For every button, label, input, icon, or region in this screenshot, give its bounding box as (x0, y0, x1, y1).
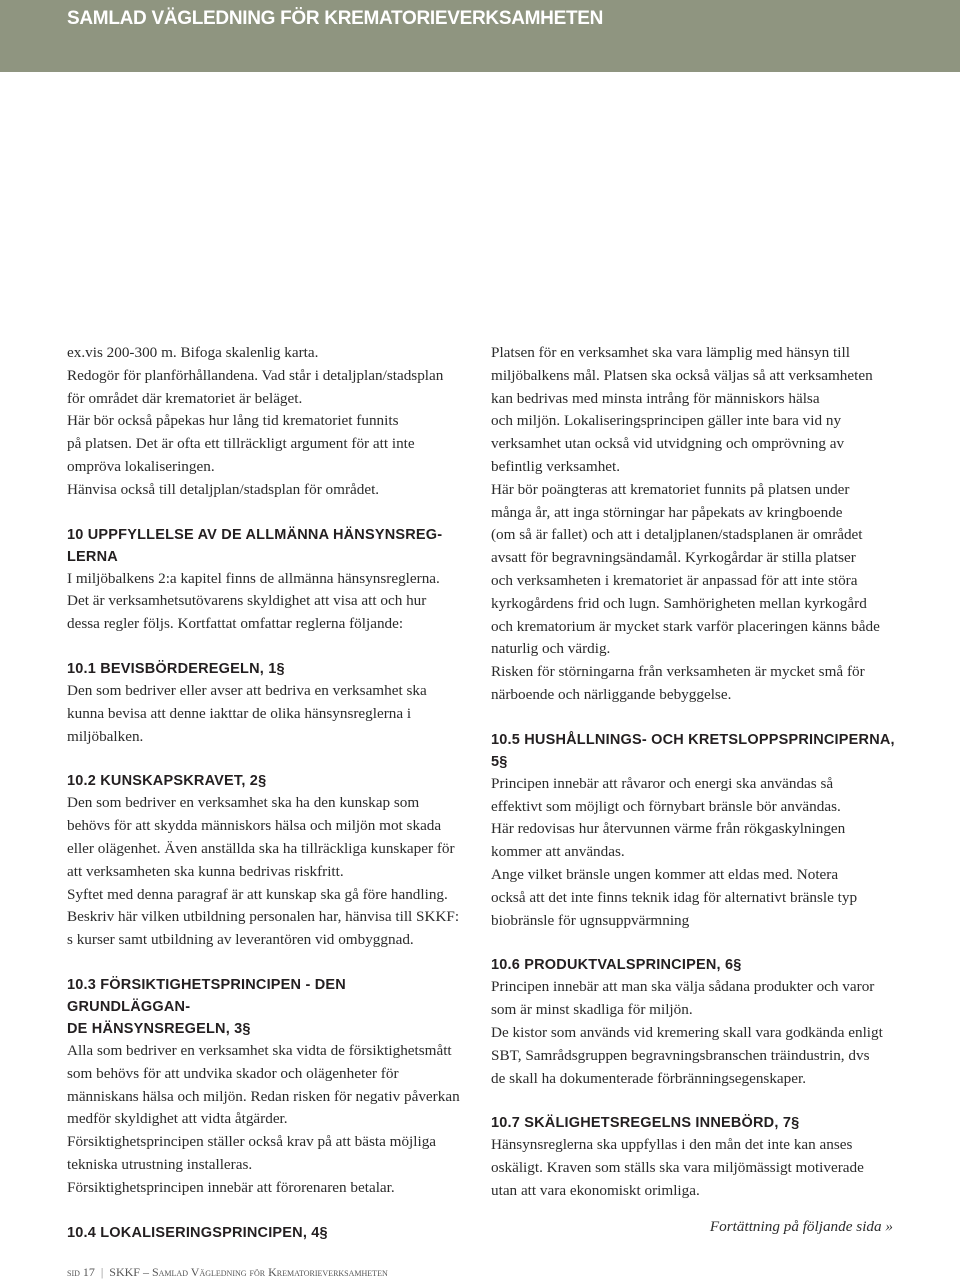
text-line: och krematorium är mycket stark varför placeringen känns både (491, 617, 880, 635)
text-line: medför skyldighet att vidta åtgärder. (67, 1110, 288, 1128)
text-line: dessa regler följs. Kortfattat omfattar reglerna följande: (67, 615, 404, 633)
section-body-10-7 (491, 1134, 901, 1202)
right-column (491, 342, 901, 1203)
text-line: Alla som bedriver en verksamhet ska vidta de försiktighetsmått (67, 1041, 452, 1059)
section-heading-10-1: 10.1 BEVISBÖRDEREGELN, 1§ (67, 660, 285, 677)
footer-dash: – (142, 1265, 149, 1279)
text-line: många år, att inga störningar har påpekats av kringboende (491, 503, 843, 521)
text-line: närboende och närliggande bebyggelse. (491, 685, 732, 703)
text-line: Här bör också påpekas hur lång tid krematoriet funnits (67, 412, 399, 430)
text-line: Risken för störningarna från verksamheten är mycket små för (491, 663, 865, 681)
text-line: Principen innebär att råvaror och energi ska användas så (491, 774, 834, 792)
text-line: Principen innebär att man ska välja sådana produkter och varor (491, 978, 875, 996)
text-line: Hänsynsreglerna ska uppfyllas i den mån det inte kan anses (491, 1136, 853, 1154)
text-line: Den som bedriver en verksamhet ska ha den kunskap som (67, 794, 420, 812)
section-body-10-4 (491, 342, 901, 707)
section-body-10-6 (491, 976, 901, 1090)
section-heading-10-4: 10.4 LOKALISERINGSPRINCIPEN, 4§ (67, 1224, 328, 1241)
section-heading-10-5: 10.5 HUSHÅLLNINGS- OCH KRETSLOPPSPRINCIPERNA, 5§ (491, 731, 895, 770)
text-line: miljöbalken. (67, 727, 144, 745)
section-body-10-3 (67, 1040, 472, 1200)
text-line: Redogör för planförhållandena. Vad står i detaljplan/stadsplan (67, 366, 444, 384)
footer-org: SKKF (109, 1265, 140, 1279)
text-line: behövs för att skydda människors hälsa och miljön mot skada (67, 817, 442, 835)
footer-title: Samlad Vägledning för Krematorieverksamheten (151, 1265, 388, 1279)
text-line: avsatt för begravningsändamål. Kyrkogårdar är stilla platser (491, 549, 856, 567)
section-heading-10-3: 10.3 FÖRSIKTIGHETSPRINCIPEN - DEN GRUNDLÄGGAN- DE HÄNSYNSREGELN, 3§ (67, 976, 346, 1037)
text-line: de skall ha dokumenterade förbränningsegenskaper. (491, 1069, 807, 1087)
text-line: s kurser samt utbildning av leverantören vid ombyggnad. (67, 931, 414, 949)
text-line: verksamhet utan också vid utvidgning och omprövning av (491, 435, 845, 453)
text-line: oskäligt. Kraven som ställs ska vara miljömässigt motiverade (491, 1159, 864, 1177)
text-line: som är minst skadliga för miljön. (491, 1001, 693, 1019)
header-bar (0, 0, 960, 72)
section-heading-10-7: 10.7 SKÄLIGHETSREGELNS INNEBÖRD, 7§ (491, 1115, 800, 1132)
text-line: Platsen för en verksamhet ska vara lämplig med hänsyn till (491, 344, 850, 361)
text-line: Försiktighetsprincipen innebär att förorenaren betalar. (67, 1178, 395, 1196)
page-number: sid 17 (67, 1265, 95, 1279)
section-heading-10-2: 10.2 KUNSKAPSKRAVET, 2§ (67, 773, 267, 790)
text-line: kyrkogårdens frid och lugn. Samhörigheten mellan kyrkogård (491, 594, 867, 612)
text-line: på platsen. Det är ofta ett tillräckligt argument för att inte (67, 435, 415, 453)
continuation-note: Fortättning på följande sida » (709, 1218, 893, 1235)
text-line: Hänvisa också till detaljplan/stadsplan för området. (67, 480, 380, 498)
text-line: Här bör poängteras att krematoriet funnits på platsen under (491, 480, 850, 498)
text-line: Beskriv här vilken utbildning personalen har, hänvisa till SKKF: (67, 908, 460, 926)
document-title: SAMLAD VÄGLEDNING FÖR KREMATORIEVERKSAMHETEN (67, 8, 604, 29)
text-line: och verksamheten i krematoriet är anpassad för att inte störa (491, 571, 858, 589)
text-line: ompröva lokaliseringen. (67, 457, 215, 475)
text-line: SBT, Samrådsgruppen begravningsbranschen träindustrin, dvs (491, 1046, 870, 1064)
text-line: också att det inte finns teknik idag för alternativt bränsle typ (491, 888, 858, 906)
text-line: naturlig och värdig. (491, 640, 611, 658)
text-line: ex.vis 200-300 m. Bifoga skalenlig karta. (67, 344, 319, 361)
text-line: för området där krematoriet är beläget. (67, 389, 303, 407)
text-line: befintlig verksamhet. (491, 457, 621, 475)
left-column (67, 342, 472, 1244)
text-line: I miljöbalkens 2:a kapitel finns de allmänna hänsynsreglerna. (67, 569, 440, 587)
text-line: effektivt som möjligt och förnybart bränsle bör användas. (491, 797, 841, 815)
intro-paragraph (67, 342, 472, 502)
text-line: Ange vilket bränsle ungen kommer att eldas med. Notera (491, 865, 839, 883)
text-line: kunna bevisa att denne iakttar de olika hänsynsreglerna i (67, 704, 412, 722)
text-line: som behövs för att undvika skador och olägenheter för (67, 1064, 399, 1082)
text-line: Syftet med denna paragraf är att kunskap ska gå före handling. (67, 885, 448, 903)
section-heading-10: 10 UPPFYLLELSE AV DE ALLMÄNNA HÄNSYNSREG- LERNA (67, 526, 443, 565)
text-line: Försiktighetsprincipen ställer också krav på att bästa möjliga (67, 1133, 437, 1151)
footer-separator: | (100, 1265, 104, 1279)
text-line: miljöbalkens mål. Platsen ska också väljas så att verksamheten (491, 366, 873, 384)
text-line: Den som bedriver eller avser att bedriva en verksamhet ska (67, 681, 427, 699)
text-line: eller olägenhet. Även anställda ska ha tillräckliga kunskaper för (67, 839, 455, 857)
section-body-10-2 (67, 792, 472, 952)
text-line: kan bedrivas med minsta intrång för människors hälsa (491, 389, 820, 407)
text-line: utan att vara ekonomiskt orimliga. (491, 1181, 700, 1199)
text-line: och miljön. Lokaliseringsprincipen gäller inte bara vid ny (491, 412, 842, 430)
section-heading-10-6: 10.6 PRODUKTVALSPRINCIPEN, 6§ (491, 957, 742, 974)
text-line: (om så är fallet) och att i detaljplanen/stadsplanen är området (491, 526, 863, 544)
section-body-10-1 (67, 680, 472, 748)
section-body-10 (67, 568, 472, 636)
text-line: biobränsle för ugnsuppvärmning (491, 911, 690, 929)
text-line: kommer att användas. (491, 843, 625, 861)
section-body-10-5 (491, 773, 901, 933)
text-line: Det är verksamhetsutövarens skyldighet att visa att och hur (67, 592, 427, 610)
text-line: Här redovisas hur återvunnen värme från rökgaskylningen (491, 820, 846, 838)
page-footer (67, 1265, 388, 1280)
text-line: människans hälsa och miljön. Redan risken för negativ påverkan (67, 1087, 460, 1105)
text-line: De kistor som används vid kremering skall vara godkända enligt (491, 1023, 883, 1041)
text-line: att verksamheten ska kunna bedrivas riskfritt. (67, 862, 344, 880)
text-line: tekniska utrustning installeras. (67, 1155, 253, 1173)
